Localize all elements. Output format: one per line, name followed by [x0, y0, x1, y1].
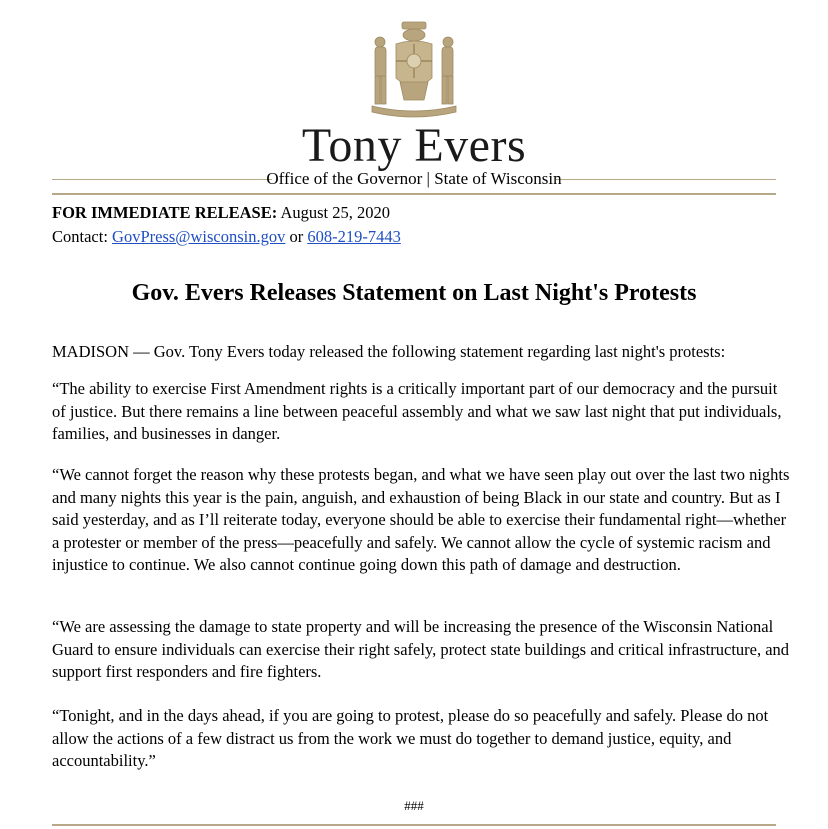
release-date: August 25, 2020	[280, 203, 390, 222]
office-subtitle: Office of the Governor | State of Wisconsin	[266, 169, 562, 188]
paragraph-national-guard: “We are assessing the damage to state property and will be increasing the presence of the Wisconsin National Guard to ensure individuals can exercise their right safely, protect state buildings and critical infrastructure, and support first responders and fire fighters.	[52, 617, 790, 681]
paragraph-protests-began: “We cannot forget the reason why these protests began, and what we have seen play out over the last two nights and many nights this year is the pain, anguish, and exhaustion of being Black in our state and country. But as I said yesterday, and as I’ll reiterate today, everyone should be able to exercise their fundamental right—whether a protester or member of the press—peacefully and safely. We cannot allow the cycle of systemic racism and injustice to continue. We also cannot continue going down this path of damage and destruction.	[52, 465, 790, 574]
press-release-headline: Gov. Evers Releases Statement on Last Night's Protests	[131, 280, 697, 306]
phone-link[interactable]: 608-219-7443	[307, 227, 401, 246]
paragraph-tonight: “Tonight, and in the days ahead, if you are going to protest, please do so peacefully and safely. Please do not allow the actions of a few distract us from the work we must do together to demand justice, equity, and accountability.”	[52, 706, 769, 770]
end-mark: ###	[404, 798, 424, 813]
release-label: FOR IMMEDIATE RELEASE:	[52, 203, 278, 222]
wisconsin-seal-logo	[364, 20, 464, 128]
contact-label: Contact:	[52, 227, 108, 246]
release-line	[52, 202, 390, 224]
contact-or: or	[289, 227, 304, 246]
contact-line	[52, 226, 401, 248]
header-rule-full	[52, 193, 776, 195]
email-link[interactable]: GovPress@wisconsin.gov	[112, 227, 286, 246]
paragraph-first-amendment: “The ability to exercise First Amendment rights is a critically important part of our democracy and the pursuit of justice. But there remains a line between peaceful assembly and what we saw last night that put individuals, families, and businesses in danger.	[52, 379, 782, 443]
paragraph-dateline: MADISON — Gov. Tony Evers today released the following statement regarding last night's protests:	[52, 342, 726, 361]
footer-rule	[52, 824, 776, 826]
governor-name-title: Tony Evers	[301, 119, 527, 172]
